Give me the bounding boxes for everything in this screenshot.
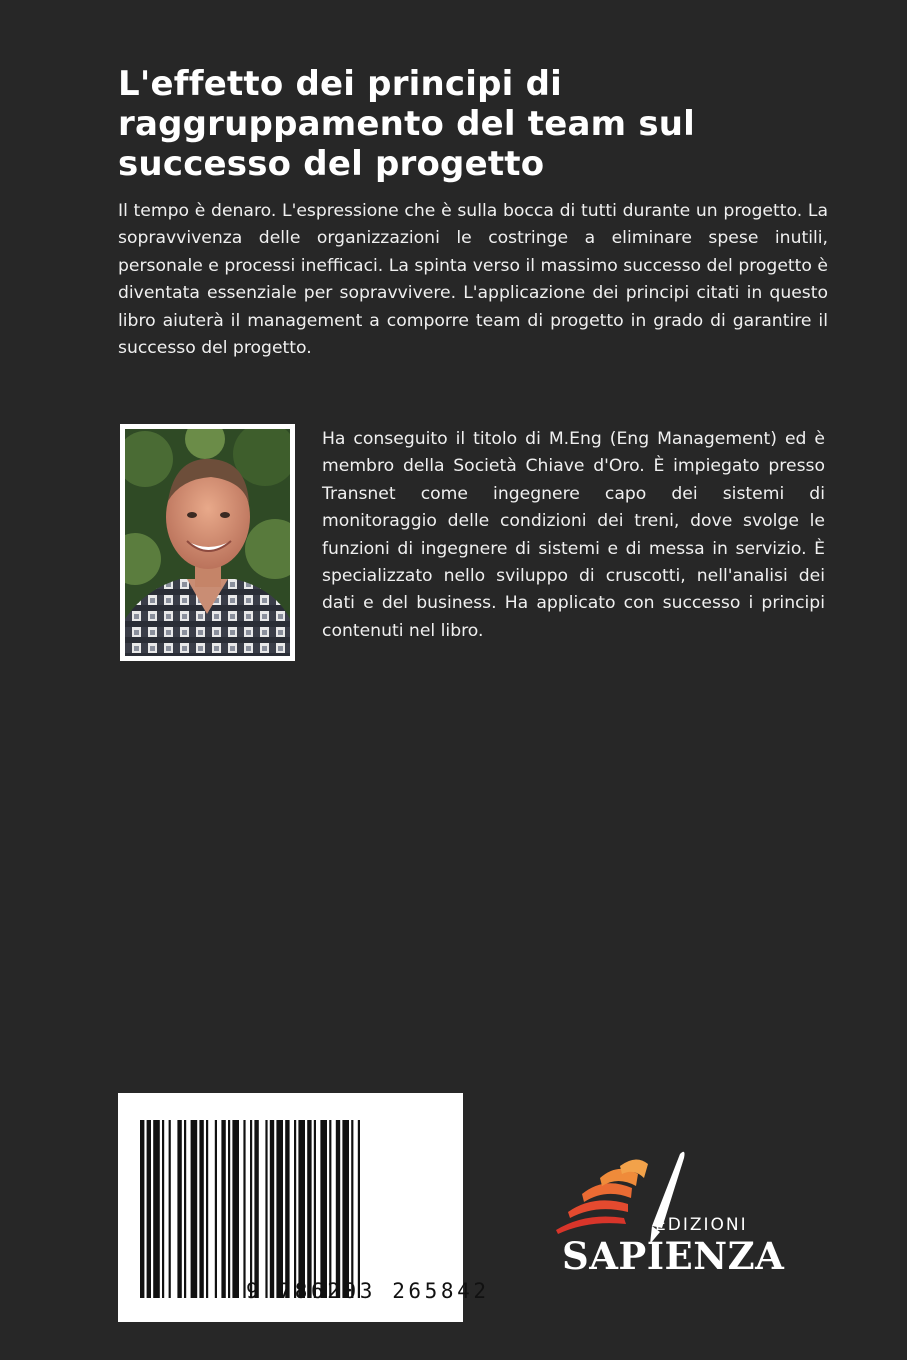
publisher-name-line2: SAPIENZA xyxy=(562,1234,785,1278)
author-bio: Ha conseguito il titolo di M.Eng (Eng Management) ed è membro della Società Chiave d'Oro. È impiegato presso Transnet come ingegnere capo dei sistemi di monitoraggio delle condizioni dei treni, dove svolge le funzioni di ingegnere di sistemi e di messa in servizio. È specializzato nello sviluppo di cruscotti, nell'analisi dei dati e del business. Ha applicato con successo i principi contenuti nel libro. xyxy=(322,429,825,641)
isbn-barcode xyxy=(118,1093,490,1322)
book-blurb: Il tempo è denaro. L'espressione che è sulla bocca di tutti durante un progetto. La sopravvivenza delle organizzazioni le costringe a eliminare spese inutili, personale e processi inefficaci. La spinta verso il massimo successo del progetto è diventata essenziale per sopravvivere. L'applicazione dei principi citati in questo libro aiuterà il management a comporre team di progetto in grado di garantire il successo del progetto. xyxy=(118,201,828,359)
publisher-name-line1: EDIZIONI xyxy=(655,1215,748,1235)
book-title: L'effetto dei principi di raggruppamento del team sul successo del progetto xyxy=(118,64,696,184)
isbn-digits: 9 786203 265842 xyxy=(246,1279,490,1303)
author-portrait-photo-icon xyxy=(125,429,290,656)
author-photo-frame xyxy=(120,424,295,661)
